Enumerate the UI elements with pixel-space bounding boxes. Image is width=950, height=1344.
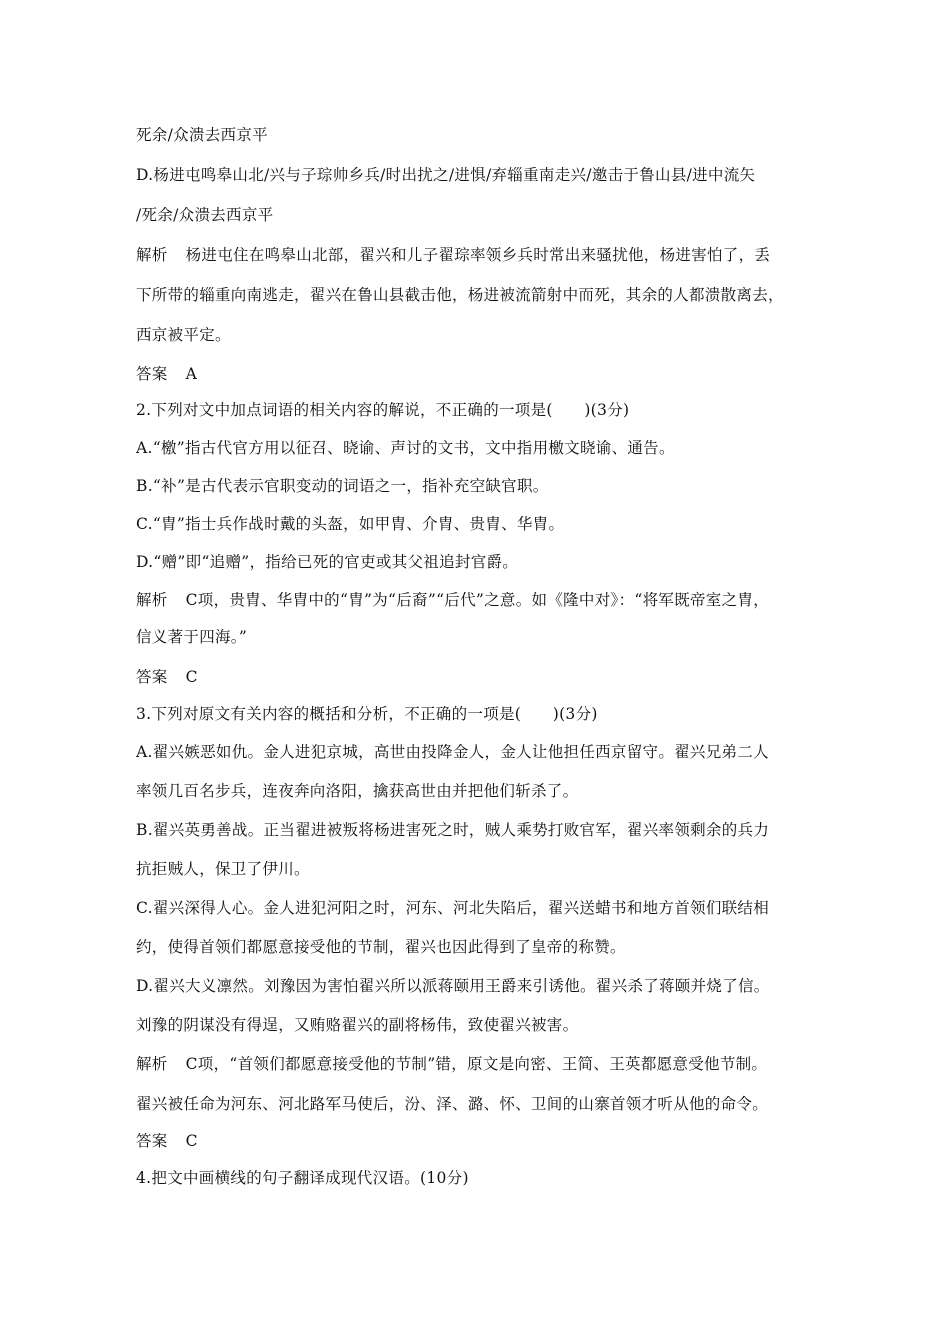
- q3-analysis: [136, 1054, 767, 1074]
- question-2: 2.下列对文中加点词语的相关内容的解说，不正确的一项是( )(3分): [136, 401, 630, 419]
- q2-option-d: D.“赠”即“追赠”，指给已死的官吏或其父祖追封官爵。: [136, 553, 519, 571]
- analysis-label: 解析: [136, 591, 168, 609]
- answer-value: C: [185, 1132, 198, 1150]
- q1-analysis-line-3: 西京被平定。: [136, 326, 231, 344]
- answer-value: C: [185, 668, 198, 686]
- q2-option-a: A.“檄”指古代官方用以征召、晓谕、声讨的文书，文中指用檄文晓谕、通告。: [136, 439, 675, 457]
- analysis-text: C项，贵胄、华胄中的“胄”为“后裔”“后代”之意。如《隆中对》：“将军既帝室之胄，: [185, 591, 769, 609]
- option-d: D.杨进屯鸣皋山北/兴与子琮帅乡兵/时出扰之/进惧/弃辎重南走兴/邀击于鲁山县/进中流矢: [136, 166, 756, 184]
- q3-answer: [136, 1131, 198, 1151]
- option-c-continuation: 死余/众溃去西京平: [136, 126, 268, 144]
- q2-analysis-line-2: 信义著于四海。”: [136, 628, 248, 646]
- analysis-text: 杨进屯住在鸣皋山北部，翟兴和儿子翟琮率领乡兵时常出来骚扰他，杨进害怕了，丢: [185, 246, 771, 264]
- q2-analysis: [136, 590, 769, 610]
- q3-analysis-line-2: 翟兴被任命为河东、河北路军马使后，汾、泽、潞、怀、卫间的山寨首领才听从他的命令。: [136, 1095, 769, 1113]
- answer-label: 答案: [136, 668, 168, 686]
- answer-value: A: [185, 365, 198, 383]
- answer-label: 答案: [136, 365, 168, 383]
- option-d-continuation: /死余/众溃去西京平: [136, 206, 274, 224]
- q3-option-d-continuation: 刘豫的阴谋没有得逞，又贿赂翟兴的副将杨伟，致使翟兴被害。: [136, 1016, 579, 1034]
- q3-option-a-continuation: 率领几百名步兵，连夜奔向洛阳，擒获高世由并把他们斩杀了。: [136, 782, 579, 800]
- q3-option-c-continuation: 约，使得首领们都愿意接受他的节制，翟兴也因此得到了皇帝的称赞。: [136, 938, 626, 956]
- question-4: 4.把文中画横线的句子翻译成现代汉语。(10分): [136, 1169, 469, 1187]
- q2-option-c: C.“胄”指士兵作战时戴的头盔，如甲胄、介胄、贵胄、华胄。: [136, 515, 565, 533]
- analysis-text: C项，“首领们都愿意接受他的节制”错，原文是向密、王简、王英都愿意受他节制。: [185, 1055, 768, 1073]
- q1-analysis-line-2: 下所带的辎重向南逃走，翟兴在鲁山县截击他，杨进被流箭射中而死，其余的人都溃散离去，: [136, 286, 784, 304]
- q3-option-b-continuation: 抗拒贼人，保卫了伊川。: [136, 860, 310, 878]
- q1-answer: [136, 364, 197, 384]
- q3-option-c: C.翟兴深得人心。金人进犯河阳之时，河东、河北失陷后，翟兴送蜡书和地方首领们联结相: [136, 899, 770, 917]
- question-3: 3.下列对原文有关内容的概括和分析，不正确的一项是( )(3分): [136, 705, 598, 723]
- q1-analysis: [136, 245, 770, 265]
- q3-option-b: B.翟兴英勇善战。正当翟进被叛将杨进害死之时，贼人乘势打败官军，翟兴率领剩余的兵力: [136, 821, 770, 839]
- analysis-label: 解析: [136, 1055, 168, 1073]
- q2-option-b: B.“补”是古代表示官职变动的词语之一，指补充空缺官职。: [136, 477, 549, 495]
- q3-option-d: D.翟兴大义凛然。刘豫因为害怕翟兴所以派蒋颐用王爵来引诱他。翟兴杀了蒋颐并烧了信。: [136, 977, 770, 995]
- q3-option-a: A.翟兴嫉恶如仇。金人进犯京城，高世由投降金人，金人让他担任西京留守。翟兴兄弟二人: [136, 743, 769, 761]
- answer-label: 答案: [136, 1132, 168, 1150]
- q2-answer: [136, 667, 198, 687]
- analysis-label: 解析: [136, 246, 168, 264]
